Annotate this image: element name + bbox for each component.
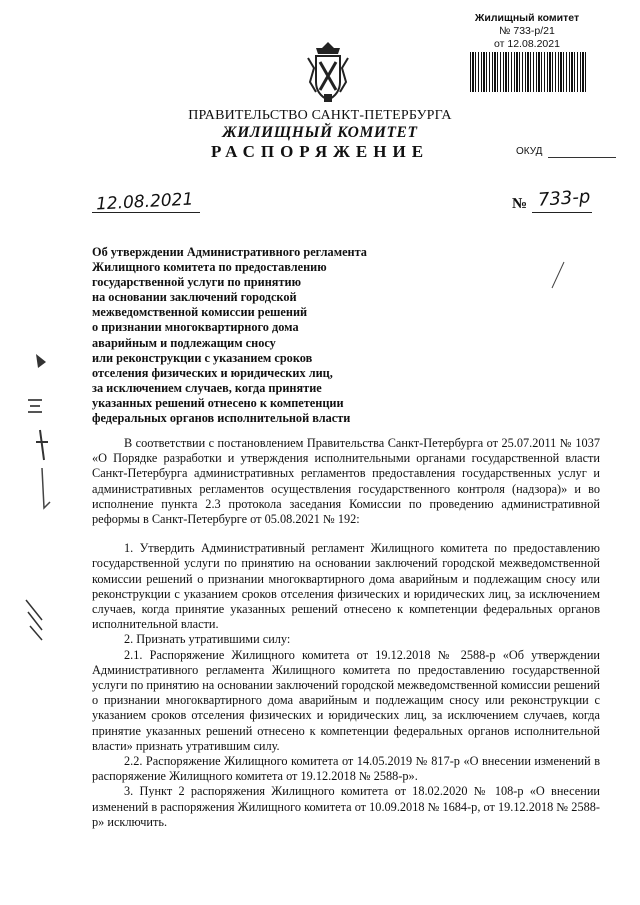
barcode — [470, 52, 588, 92]
pen-mark — [548, 260, 568, 290]
document-subject — [92, 245, 412, 426]
coat-of-arms-emblem — [300, 40, 356, 104]
subject-line: Об утверждении Административного регламента — [92, 245, 367, 259]
subject-line: за исключением случаев, когда принятие — [92, 380, 322, 395]
subject-line: межведомственной комиссии решений — [92, 305, 308, 320]
clause-3: 3. Пункт 2 распоряжения Жилищного комитета от 18.02.2020 № 108-р «О внесении изменений в распоряжения Жилищного комитета от 10.09.2018 № 1684-р, от 19.12.2018 № 2588-р» исключить. — [92, 784, 600, 829]
number-line — [532, 212, 592, 213]
preamble-paragraph: В соответствии с постановлением Правительства Санкт-Петербурга от 25.07.2011 № 1037 «О Порядке разработки и утверждения исполнительными органами государственной власти Санкт-Петербурга административных регламентов предоставления государственных услуг и административных регламентов осуществления государственного контроля (надзора)» и во исполнение пункта 2.3 протокола заседания Комиссии по проведению административной реформы в Санкт-Петербурге от 05.08.2021 № 192: — [92, 436, 600, 527]
handwritten-number: 733-р — [537, 186, 591, 211]
subject-line: на основании заключений городской — [92, 290, 297, 305]
subject-line: аварийным и подлежащим сносу — [92, 335, 276, 350]
subject-line: или реконструкции с указанием сроков — [92, 350, 313, 365]
okud-label: ОКУД — [516, 146, 543, 157]
clause-1: 1. Утвердить Административный регламент Жилищного комитета по предоставлению государственной услуги по принятию на основании заключений городской межведомственной комиссии решений о признании многоквартирного дома аварийным и подлежащим сносу или реконструкции с указанием сроков отселения физических и юридических лиц, за исключением случаев, когда принятие указанных решений отнесено к компетенции федеральных органов исполнительной власти. — [92, 541, 600, 632]
scan-margin-marks — [22, 350, 62, 670]
number-label: № — [512, 196, 528, 212]
stamp-org: Жилищный комитет — [474, 12, 580, 24]
document-body — [92, 436, 600, 830]
subject-line: отселения физических и юридических лиц, — [92, 365, 333, 380]
subject-line: о признании многоквартирного дома — [92, 320, 299, 335]
subject-line: указанных решений отнесено к компетенции — [92, 395, 344, 410]
clause-2-2: 2.2. Распоряжение Жилищного комитета от 14.05.2019 № 817-р «О внесении изменений в распоряжение Жилищного комитета от 19.12.2018 № 2588-р». — [92, 754, 600, 784]
government-title: ПРАВИТЕЛЬСТВО САНКТ-ПЕТЕРБУРГА — [188, 108, 452, 123]
committee-title: ЖИЛИЩНЫЙ КОМИТЕТ — [222, 124, 418, 141]
clause-2: 2. Признать утратившими силу: — [124, 632, 291, 647]
date-line — [92, 212, 200, 213]
subject-line: Жилищного комитета по предоставлению — [92, 260, 327, 275]
okud-field-line — [548, 157, 616, 158]
stamp-number: № 733-р/21 — [499, 25, 555, 37]
stamp-date: от 12.08.2021 — [494, 38, 560, 50]
subject-line: государственной услуги по принятию — [92, 275, 301, 290]
subject-line: федеральных органов исполнительной власти — [92, 411, 351, 426]
clause-2-1: 2.1. Распоряжение Жилищного комитета от 19.12.2018 № 2588-р «Об утверждении Административного регламента Жилищного комитета по предоставлению государственной услуги по принятию на основании заключений городской межведомственной комиссии решений о признании многоквартирного дома аварийным и подлежащим сносу или реконструкции с указанием сроков отселения физических и юридических лиц, за исключением случаев, когда принятие указанных решений отнесено к компетенции федеральных органов исполнительной власти» признать утратившим силу. — [92, 647, 600, 753]
registration-stamp — [468, 12, 586, 51]
handwritten-date: 12.08.2021 — [95, 189, 194, 215]
document-type: РАСПОРЯЖЕНИЕ — [210, 142, 430, 161]
